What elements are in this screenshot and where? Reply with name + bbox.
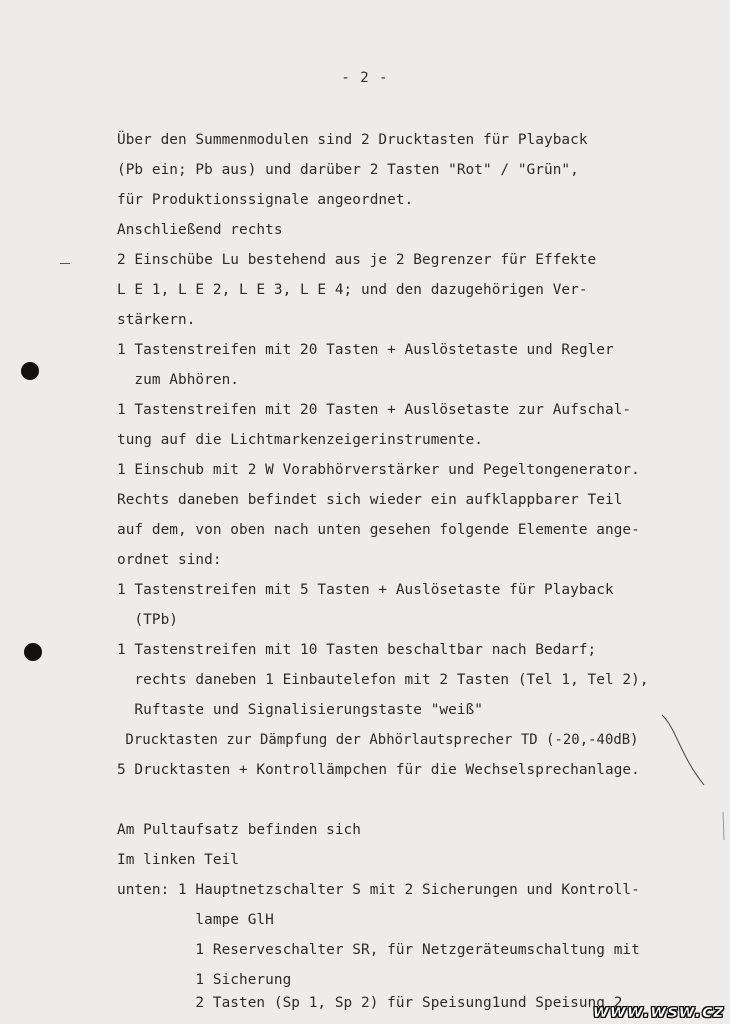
text-line: stärkern. <box>117 312 196 328</box>
text-line: tung auf die Lichtmarkenzeigerinstrumente. <box>117 432 483 448</box>
text-line: 1 Reserveschalter SR, für Netzgeräteumschaltung mit <box>117 942 640 958</box>
text-line: 5 Drucktasten + Kontrollämpchen für die Wechselsprechanlage. <box>117 762 640 778</box>
text-line: L E 1, L E 2, L E 3, L E 4; und den dazugehörigen Ver- <box>117 282 588 298</box>
text-line: Drucktasten zur Dämpfung der Abhörlautsprecher TD (-20,-40dB) <box>117 732 639 748</box>
text-line: 1 Einschub mit 2 W Vorabhörverstärker und Pegeltongenerator. <box>117 462 640 478</box>
text-line: 1 Tastenstreifen mit 10 Tasten beschaltbar nach Bedarf; <box>117 642 597 658</box>
text-line: Über den Summenmodulen sind 2 Drucktasten für Playback <box>117 132 588 148</box>
text-line: 1 Sicherung <box>117 972 292 988</box>
text-line: 1 Tastenstreifen mit 20 Tasten + Auslöstetaste und Regler <box>117 342 614 358</box>
watermark: www.wsw.cz <box>592 1001 724 1022</box>
text-line: Am Pultaufsatz befinden sich <box>117 822 361 838</box>
text-line: unten: 1 Hauptnetzschalter S mit 2 Sicherungen und Kontroll- <box>117 882 640 898</box>
text-line: 1 Tastenstreifen mit 20 Tasten + Auslösetaste zur Aufschal- <box>117 402 632 418</box>
text-line: auf dem, von oben nach unten gesehen folgende Elemente ange- <box>117 522 640 538</box>
text-line: (Pb ein; Pb aus) und darüber 2 Tasten "Rot" / "Grün", <box>117 162 579 178</box>
text-line: rechts daneben 1 Einbautelefon mit 2 Tasten (Tel 1, Tel 2), <box>117 672 649 688</box>
text-line: lampe GlH <box>117 912 274 928</box>
text-line: 1 Tastenstreifen mit 5 Tasten + Auslösetaste für Playback <box>117 582 614 598</box>
text-line: für Produktionssignale angeordnet. <box>117 192 414 208</box>
page-number: - 2 - <box>341 70 389 86</box>
text-line: Rechts daneben befindet sich wieder ein aufklappbarer Teil <box>117 492 623 508</box>
text-line: Ruftaste und Signalisierungstaste "weiß" <box>117 702 483 718</box>
text-line: Im linken Teil <box>117 852 239 868</box>
text-line: (TPb) <box>117 612 178 628</box>
text-line: ordnet sind: <box>117 552 222 568</box>
text-line: zum Abhören. <box>117 372 239 388</box>
text-line: Anschließend rechts <box>117 222 283 238</box>
text-line: 2 Tasten (Sp 1, Sp 2) für Speisung1und Speisung 2 <box>117 995 623 1011</box>
text-line: 2 Einschübe Lu bestehend aus je 2 Begrenzer für Effekte <box>117 252 597 268</box>
